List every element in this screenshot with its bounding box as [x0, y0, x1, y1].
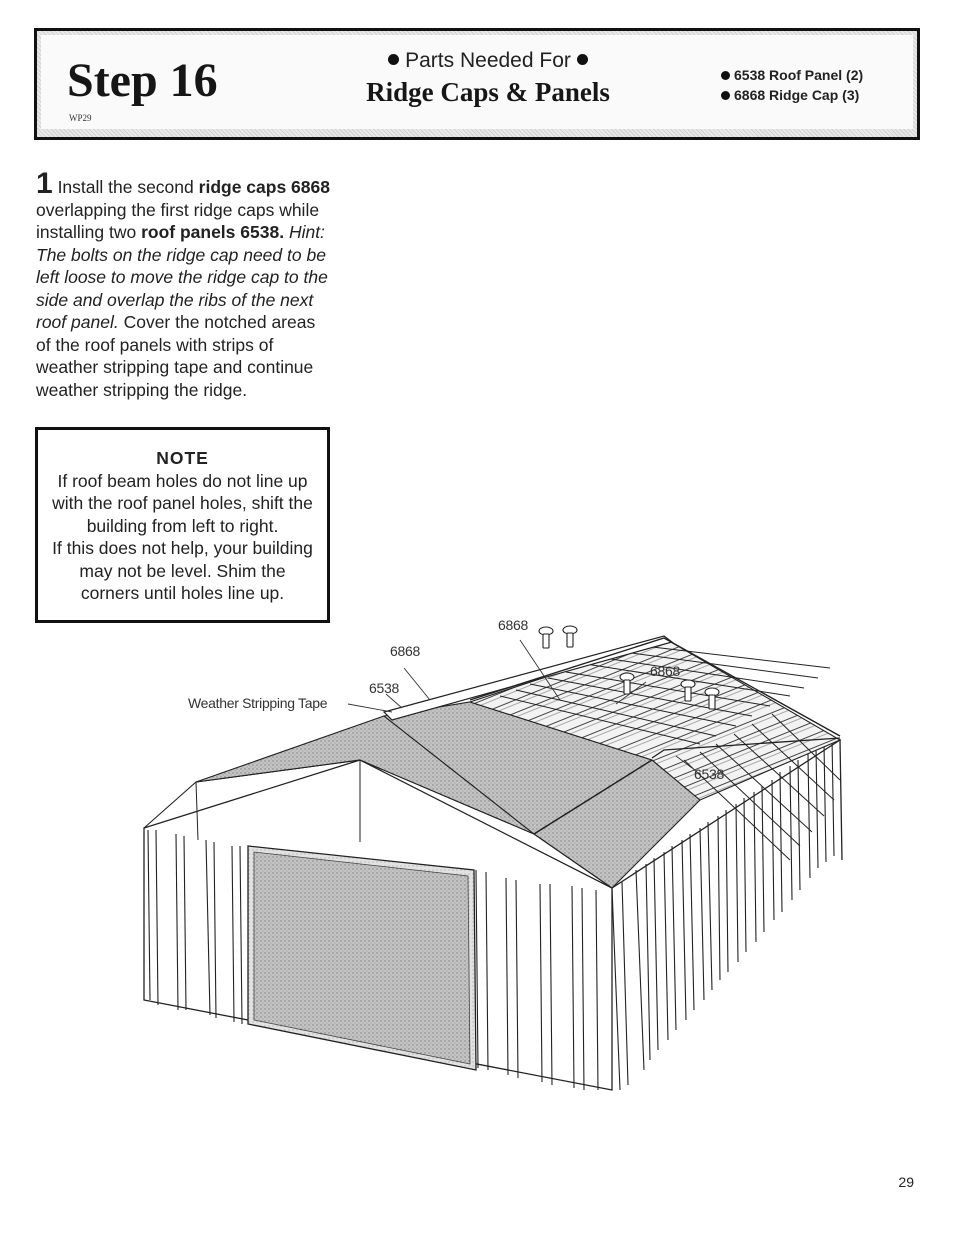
- page-number: 29: [898, 1174, 914, 1190]
- note-line: If roof beam holes do not line up: [57, 470, 308, 491]
- instruction-part: overlapping the first ridge caps while installing two: [36, 199, 320, 242]
- callout-weather-tape: Weather Stripping Tape: [188, 695, 328, 711]
- doc-code: WP29: [69, 113, 92, 123]
- note-line: with the roof panel holes, shift the: [52, 493, 313, 513]
- note-line: If this does not help, your building: [52, 538, 313, 558]
- instruction-bold-part: ridge caps 6868: [198, 177, 330, 197]
- part-item-label: 6538 Roof Panel (2): [734, 67, 864, 83]
- instruction-hint: Hint: The bolts on the ridge cap need to be left loose to move the ridge cap to the side and overlap the ribs of the next roof panel.: [36, 222, 328, 332]
- note-line: corners until holes line up.: [80, 583, 285, 603]
- callout-roof-panel-left: 6538: [369, 680, 399, 696]
- instruction-part: Install the second: [57, 177, 194, 197]
- note-title: NOTE: [156, 448, 209, 468]
- note-line: may not be level. Shim the: [79, 560, 286, 581]
- part-item-label: 6868 Ridge Cap (3): [734, 87, 860, 103]
- instruction-number: 1: [36, 167, 53, 200]
- callout-ridge-cap-left: 6868: [390, 643, 420, 659]
- step-title: Step 16: [67, 54, 218, 107]
- callout-roof-panel-right: 6538: [694, 766, 724, 782]
- instruction-part: Cover the notched areas of the roof panels with strips of weather stripping tape and continue weather stripping the ridge.: [36, 312, 316, 400]
- instruction-bold-part: roof panels 6538.: [141, 222, 285, 242]
- parts-title: Ridge Caps & Panels: [366, 77, 610, 107]
- callout-ridge-cap-top: 6868: [498, 617, 528, 633]
- parts-needed-label: Parts Needed For: [405, 49, 571, 72]
- callout-ridge-cap-right: 6868: [650, 663, 680, 679]
- note-line: building from left to right.: [86, 515, 279, 536]
